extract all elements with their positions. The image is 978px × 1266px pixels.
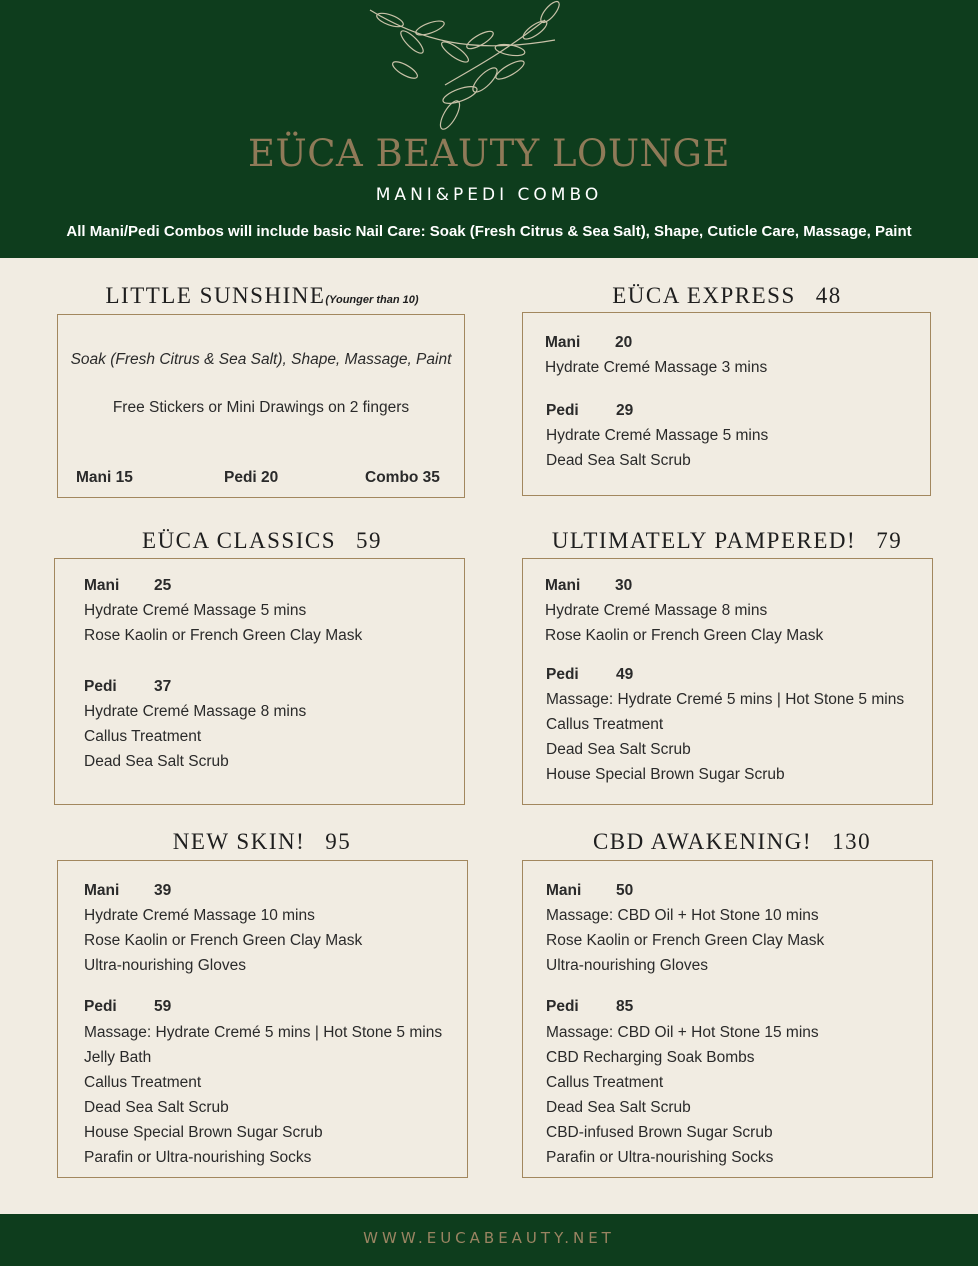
package-name: EÜCA EXPRESS xyxy=(612,283,796,308)
list-item: Ultra-nourishing Gloves xyxy=(84,957,246,974)
list-item: Hydrate Cremé Massage 5 mins xyxy=(84,602,307,619)
list-item: Hydrate Cremé Massage 10 mins xyxy=(84,907,315,924)
classics-title xyxy=(56,528,468,554)
list-item: Dead Sea Salt Scrub xyxy=(546,741,691,758)
page-subtitle: MANI&PEDI COMBO xyxy=(375,185,603,205)
list-item: Callus Treatment xyxy=(546,1074,664,1091)
list-item: Hydrate Cremé Massage 3 mins xyxy=(545,359,768,376)
pedi-header: Pedi 85 xyxy=(546,998,634,1015)
pedi-price: Pedi 20 xyxy=(224,469,279,486)
list-item: Rose Kaolin or French Green Clay Mask xyxy=(84,627,363,644)
nail-care-note: All Mani/Pedi Combos will include basic Nail Care: Soak (Fresh Citrus & Sea Salt), Shape, Cuticle Care, Massage, Paint xyxy=(66,223,912,240)
website-link[interactable]: WWW.EUCABEAUTY.NET xyxy=(363,1229,615,1247)
new-skin-title xyxy=(56,829,468,855)
package-price: 95 xyxy=(325,829,352,854)
list-item: Hydrate Cremé Massage 8 mins xyxy=(84,703,307,720)
list-item: Massage: Hydrate Cremé 5 mins | Hot Stone 5 mins xyxy=(546,691,905,708)
package-name: LITTLE SUNSHINE xyxy=(105,283,326,308)
mani-header: Mani 25 xyxy=(84,577,172,594)
package-price: 130 xyxy=(832,829,872,854)
list-item: House Special Brown Sugar Scrub xyxy=(546,766,785,783)
list-item: Callus Treatment xyxy=(84,1074,202,1091)
list-item: Massage: CBD Oil + Hot Stone 10 mins xyxy=(546,907,819,924)
list-item: Parafin or Ultra-nourishing Socks xyxy=(546,1149,774,1166)
list-item: Dead Sea Salt Scrub xyxy=(546,1099,691,1116)
list-item: Hydrate Cremé Massage 8 mins xyxy=(545,602,768,619)
mani-header: Mani 50 xyxy=(546,882,634,899)
list-item: Hydrate Cremé Massage 5 mins xyxy=(546,427,769,444)
pedi-header: Pedi 49 xyxy=(546,666,634,683)
list-item: Dead Sea Salt Scrub xyxy=(546,452,691,469)
package-price: 59 xyxy=(355,528,382,553)
list-item: CBD-infused Brown Sugar Scrub xyxy=(546,1124,773,1141)
brand-title: EÜCA BEAUTY LOUNGE xyxy=(248,132,730,175)
package-name: EÜCA CLASSICS xyxy=(142,528,336,553)
list-item: Massage: Hydrate Cremé 5 mins | Hot Stone 5 mins xyxy=(84,1024,443,1041)
package-price: 79 xyxy=(876,528,903,553)
list-item: Rose Kaolin or French Green Clay Mask xyxy=(84,932,363,949)
list-item: Dead Sea Salt Scrub xyxy=(84,753,229,770)
mani-price: Mani 15 xyxy=(76,469,133,486)
list-item: Parafin or Ultra-nourishing Socks xyxy=(84,1149,312,1166)
package-name: CBD AWAKENING! xyxy=(592,829,813,854)
list-item: Callus Treatment xyxy=(84,728,202,745)
pampered-title xyxy=(522,528,932,554)
little-sunshine-title xyxy=(56,283,468,309)
cbd-title xyxy=(522,829,942,855)
pedi-header: Pedi 37 xyxy=(84,678,172,695)
list-item: House Special Brown Sugar Scrub xyxy=(84,1124,323,1141)
list-item: CBD Recharging Soak Bombs xyxy=(546,1049,755,1066)
combo-price: Combo 35 xyxy=(365,469,440,486)
mani-header: Mani 30 xyxy=(545,577,633,594)
list-item: Rose Kaolin or French Green Clay Mask xyxy=(546,932,825,949)
list-item: Dead Sea Salt Scrub xyxy=(84,1099,229,1116)
olive-branch-icon xyxy=(350,0,580,135)
pedi-header: Pedi 59 xyxy=(84,998,172,1015)
service-extra: Free Stickers or Mini Drawings on 2 fingers xyxy=(112,399,410,416)
list-item: Callus Treatment xyxy=(546,716,664,733)
mani-header: Mani 20 xyxy=(545,334,633,351)
service-description: Soak (Fresh Citrus & Sea Salt), Shape, Massage, Paint xyxy=(70,351,452,368)
express-title xyxy=(522,283,932,309)
package-price: 48 xyxy=(815,283,842,308)
mani-header: Mani 39 xyxy=(84,882,172,899)
age-note: (Younger than 10) xyxy=(325,294,419,306)
list-item: Rose Kaolin or French Green Clay Mask xyxy=(545,627,824,644)
list-item: Massage: CBD Oil + Hot Stone 15 mins xyxy=(546,1024,819,1041)
list-item: Jelly Bath xyxy=(84,1049,152,1066)
pedi-header: Pedi 29 xyxy=(546,402,634,419)
list-item: Ultra-nourishing Gloves xyxy=(546,957,708,974)
package-name: NEW SKIN! xyxy=(172,829,306,854)
package-name: ULTIMATELY PAMPERED! xyxy=(551,528,857,553)
